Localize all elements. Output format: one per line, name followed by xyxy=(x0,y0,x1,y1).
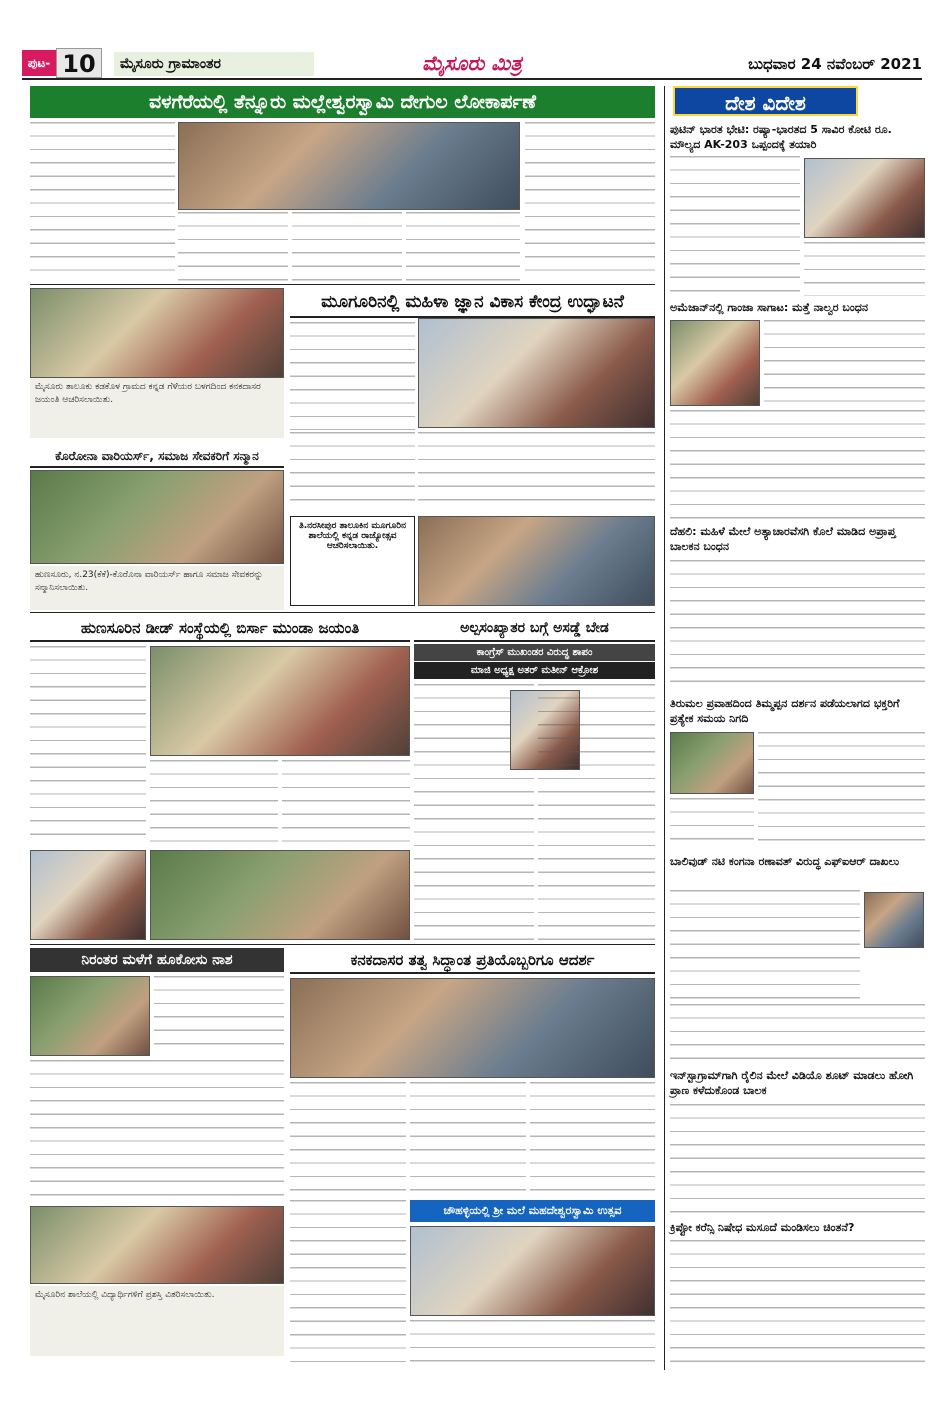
sidebar-s2-body2 xyxy=(670,410,925,520)
sidebar-s1-body xyxy=(670,156,800,296)
sidebar-s7-headline: ಕ್ರಿಪ್ಟೋ ಕರೆನ್ಸಿ ನಿಷೇಧ ಮಸೂದೆ ಮಂಡಿಸಲು ಚಿಂತನೆ? xyxy=(670,1220,925,1236)
sidebar-s6-headline: ಇನ್‌ಸ್ಟಾಗ್ರಾಮ್‌ಗಾಗಿ ರೈಲಿನ ಮೇಲೆ ವಿಡಿಯೊ ಶೂಟ್ ಮಾಡಲು ಹೋಗಿ ಪ್ರಾಣ ಕಳೆದುಕೊಂಡ ಬಾಲಕ xyxy=(670,1068,925,1100)
headline-a3: ಕೊರೋನಾ ವಾರಿಯರ್ಸ್, ಸಮಾಜ ಸೇವಕರಿಗೆ ಸನ್ಮಾನ xyxy=(30,446,284,468)
students-photo xyxy=(30,1206,284,1284)
newspaper-logo: ಮೈಸೂರು ಮಿತ್ರ xyxy=(422,51,522,75)
kadakola-photo xyxy=(30,288,284,378)
sidebar-s4-body xyxy=(758,732,925,850)
sidebar-title: ದೇಶ ವಿದೇಶ xyxy=(673,86,858,116)
sidebar-s5-headline: ಬಾಲಿವುಡ್ ನಟಿ ಕಂಗನಾ ರಣಾವತ್ ವಿರುದ್ಧ ಎಫ್‌ಐಆರ್ ದಾಖಲು xyxy=(670,854,925,886)
masthead xyxy=(22,48,922,80)
sidebar-s3-headline: ದೆಹಲಿ: ಮಹಿಳೆ ಮೇಲೆ ಅತ್ಯಾಚಾರವೆಸಗಿ ಕೊಲೆ ಮಾಡಿದ ಅಪ್ರಾಪ್ತ ಬಾಲಕನ ಬಂಧನ xyxy=(670,524,925,556)
article-a4-photo3 xyxy=(150,850,410,940)
sidebar-s2-headline: ಅಮೆಜಾನ್‌ನಲ್ಲಿ ಗಾಂಜಾ ಸಾಗಾಟ: ಮತ್ತೆ ನಾಲ್ವರ ಬಂಧನ xyxy=(670,300,925,316)
article-a3-caption: ಹುಣಸೂರು, ನ.23(ಕೆಕೆ)-ಕೊರೊನಾ ವಾರಿಯರ್ಸ್ ಹಾಗೂ ಸಮಾಜ ಸೇವಕರನ್ನು ಸನ್ಮಾನಿಸಲಾಯಿತು. xyxy=(30,566,284,610)
article-a1-col3 xyxy=(292,212,402,282)
headline-a2: ಮೂಗೂರಿನಲ್ಲಿ ಮಹಿಳಾ ಜ್ಞಾನ ವಿಕಾಸ ಕೇಂದ್ರ ಉದ್ಘಾಟನೆ xyxy=(290,288,655,318)
article-a1-col2 xyxy=(178,212,288,282)
kicker-a5-2: ಮಾಜಿ ಅಧ್ಯಕ್ಷ ಅತರ್ ಮತೀನ್ ಆಕ್ರೋಶ xyxy=(414,662,655,679)
students-caption: ಮೈಸೂರಿನ ಶಾಲೆಯಲ್ಲಿ ವಿದ್ಯಾರ್ಥಿಗಳಿಗೆ ಪ್ರಶಸ್ತಿ ವಿತರಿಸಲಾಯಿತು. xyxy=(30,1286,284,1356)
sidebar-s5-body xyxy=(670,890,860,1000)
sidebar-s6-body xyxy=(670,1104,925,1216)
article-a5-col2 xyxy=(538,684,655,940)
sidebar-s3-body xyxy=(670,560,925,692)
tirumala-photo xyxy=(670,732,754,794)
sidebar-s1-body2 xyxy=(804,242,925,296)
headline-a6: ನಿರಂತರ ಮಳೆಗೆ ಹೂಕೋಸು ನಾಶ xyxy=(30,948,284,972)
headline-a4: ಹುಣಸೂರಿನ ಡೀಡ್ ಸಂಸ್ಥೆಯಲ್ಲಿ ಬಿರ್ಸಾ ಮುಂಡಾ ಜಯಂತಿ xyxy=(30,616,410,642)
headline-a8: ಚೌಹಳ್ಳಿಯಲ್ಲಿ ಶ್ರೀ ಮಲೆ ಮಹದೇಶ್ವರಸ್ವಾಮಿ ಉತ್ಸವ xyxy=(410,1200,655,1222)
article-a1-col4 xyxy=(406,212,520,282)
putin-modi-photo xyxy=(804,158,925,238)
divider xyxy=(30,944,655,945)
sidebar-divider xyxy=(664,86,665,1370)
headline-a7: ಕನಕದಾಸರ ತತ್ವ ಸಿದ್ಧಾಂತ ಪ್ರತಿಯೊಬ್ಬರಿಗೂ ಆದರ್ಶ xyxy=(290,948,655,974)
article-a2-col1 xyxy=(290,322,415,430)
sidebar-s4-body2 xyxy=(670,798,754,850)
page-number: 10 xyxy=(56,48,102,78)
sidebar-s1-headline: ಪುಟಿನ್ ಭಾರತ ಭೇಟಿ: ರಷ್ಯಾ-ಭಾರತದ 5 ಸಾವಿರ ಕೋಟಿ ರೂ. ಮೌಲ್ಯದ AK-203 ಒಪ್ಪಂದಕ್ಕೆ ತಯಾರಿ xyxy=(670,122,925,154)
article-a8-col2 xyxy=(410,1320,655,1370)
article-a1-col1 xyxy=(30,122,175,282)
headline-a5: ಅಲ್ಪಸಂಖ್ಯಾತರ ಬಗ್ಗೆ ಅಸಡ್ಡೆ ಬೇಡ xyxy=(414,616,655,642)
kicker-a5-1: ಕಾಂಗ್ರೆಸ್ ಮುಖಂಡರ ವಿರುದ್ಧ ಶಾಪಂ xyxy=(414,644,655,661)
article-a7-col3 xyxy=(530,1082,655,1196)
article-a6-col1 xyxy=(154,976,284,1056)
article-a8-photo xyxy=(410,1226,655,1316)
article-a6-col2 xyxy=(30,1060,284,1202)
article-a7-col1 xyxy=(290,1082,406,1196)
sidebar-s2-body xyxy=(764,320,925,406)
headline-a1: ವಳಗೆರೆಯಲ್ಲಿ ತೆನ್ನೂರು ಮಲ್ಲೇಶ್ವರಸ್ವಾಮಿ ದೇಗುಲ ಲೋಕಾರ್ಪಣೆ xyxy=(30,86,655,118)
sidebar-s4-headline: ತಿರುಮಲ ಪ್ರವಾಹದಿಂದ ತಿಮ್ಮಪ್ಪನ ದರ್ಶನ ಪಡೆಯಲಾಗದ ಭಕ್ತರಿಗೆ ಪ್ರತ್ಯೇಕ ಸಮಯ ನಿಗದಿ xyxy=(670,696,925,728)
article-a3-photo xyxy=(30,470,284,564)
article-a2-col2 xyxy=(290,432,415,512)
article-a4-col1 xyxy=(30,646,146,846)
article-a2-col3 xyxy=(418,432,655,512)
divider xyxy=(30,612,655,613)
article-a1-photo xyxy=(178,122,520,210)
article-a1-col5 xyxy=(525,122,655,282)
kangana-photo xyxy=(864,892,924,948)
mugur-caption-box: ತಿ.ನರಸೀಪುರ ತಾಲೂಕಿನ ಮೂಗೂರಿನ ಶಾಲೆಯಲ್ಲಿ ಕನ್ನಡ ರಾಜ್ಯೋತ್ಸವ ಆಚರಿಸಲಾಯಿತು. xyxy=(290,516,415,606)
divider xyxy=(30,284,655,285)
article-a7-photo xyxy=(290,978,655,1078)
article-a4-photo2 xyxy=(30,850,146,940)
page-tag: ಪುಟ- xyxy=(22,50,56,76)
article-a4-col3 xyxy=(282,760,410,846)
handcuffs-photo xyxy=(670,320,760,406)
article-a8-col1 xyxy=(290,1200,406,1370)
article-a2-photo xyxy=(418,318,655,428)
cauliflower-photo xyxy=(30,976,150,1056)
article-a4-col2 xyxy=(150,760,278,846)
sidebar-s7-body xyxy=(670,1240,925,1370)
section-name: ಮೈಸೂರು ಗ್ರಾಮಾಂತರ xyxy=(114,52,314,76)
article-a4-photo xyxy=(150,646,410,756)
mugur-photo xyxy=(418,516,655,606)
kadakola-caption: ಮೈಸೂರು ತಾಲೂಕು ಕಡಕೊಳ ಗ್ರಾಮದ ಕನ್ನಡ ಗೆಳೆಯರ ಬಳಗದಿಂದ ಕನಕದಾಸರ ಜಯಂತಿ ಆಚರಿಸಲಾಯಿತು. xyxy=(30,378,284,438)
article-a7-col2 xyxy=(410,1082,526,1196)
sidebar-s5-body2 xyxy=(670,1004,925,1064)
issue-date: ಬುಧವಾರ 24 ನವೆಂಬರ್ 2021 xyxy=(748,55,922,73)
